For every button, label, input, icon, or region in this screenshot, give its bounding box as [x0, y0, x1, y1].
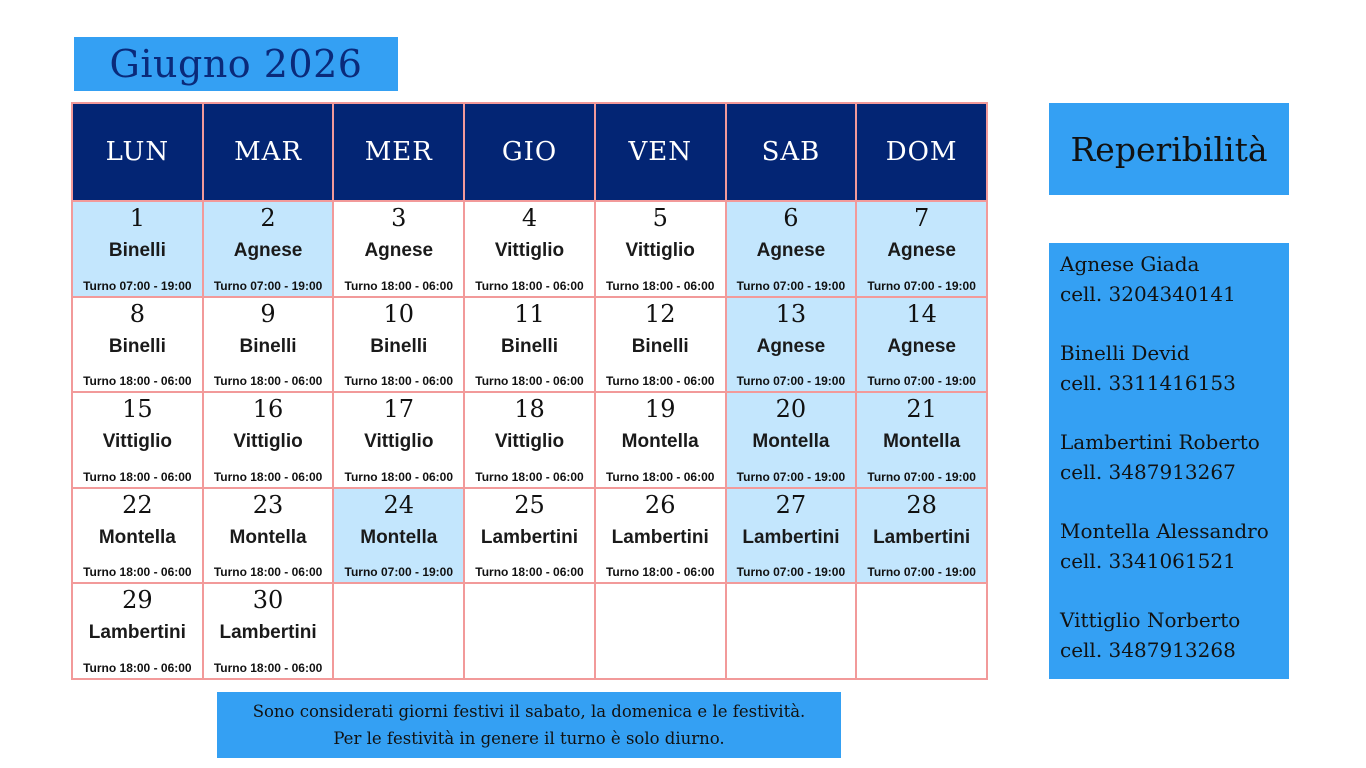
- shift-time: Turno 07:00 - 19:00: [867, 374, 976, 389]
- on-call-name: Agnese: [887, 240, 956, 261]
- note-line-1: Sono considerati giorni festivi il sabato, la domenica e le festività.: [252, 702, 806, 721]
- day-cell: [204, 298, 333, 392]
- day-cell: [73, 584, 202, 678]
- day-cell: [465, 393, 594, 487]
- shift-time: Turno 07:00 - 19:00: [83, 278, 192, 293]
- day-number: 25: [514, 490, 545, 519]
- on-call-name: Lambertini: [873, 526, 971, 548]
- weekday-header: MER: [334, 104, 463, 200]
- shift-time: Turno 07:00 - 19:00: [213, 278, 323, 293]
- contact-entry: [1060, 249, 1289, 309]
- on-call-name: Vittiglio: [364, 431, 434, 453]
- day-number: 18: [514, 395, 545, 424]
- weekday-header: GIO: [465, 104, 594, 200]
- on-call-name: Binelli: [370, 335, 428, 357]
- on-call-name: Montella: [621, 431, 699, 453]
- day-number: 21: [906, 395, 937, 424]
- day-cell: [857, 202, 986, 296]
- day-cell: [857, 489, 986, 583]
- shift-time: Turno 18:00 - 06:00: [83, 565, 192, 580]
- on-call-name: Vittiglio: [625, 240, 695, 261]
- contact-phone: cell. 3487913268: [1060, 638, 1236, 662]
- on-call-name: Vittiglio: [102, 431, 172, 453]
- contact-entry: [1060, 427, 1289, 487]
- shift-time: Turno 18:00 - 06:00: [83, 374, 192, 389]
- shift-time: Turno 18:00 - 06:00: [213, 660, 323, 675]
- day-number: 24: [383, 490, 415, 519]
- on-call-name: Vittiglio: [233, 431, 303, 453]
- day-number: 8: [129, 299, 145, 328]
- on-call-name: Lambertini: [219, 622, 317, 644]
- on-call-name: Agnese: [756, 240, 826, 261]
- day-number: 10: [383, 299, 415, 328]
- contact-phone: cell. 3204340141: [1060, 282, 1236, 306]
- day-number: 16: [252, 395, 284, 424]
- day-number: 20: [775, 395, 807, 424]
- note-line-2: Per le festività in genere il turno è solo diurno.: [333, 729, 725, 748]
- day-cell: [334, 298, 463, 392]
- on-call-name: Binelli: [500, 335, 558, 357]
- contact-name: Agnese Giada: [1060, 252, 1200, 276]
- contact-entry: [1060, 338, 1289, 398]
- shift-time: Turno 18:00 - 06:00: [605, 374, 715, 389]
- shift-time: Turno 18:00 - 06:00: [475, 278, 584, 293]
- on-call-name: Montella: [98, 526, 176, 548]
- day-cell: [465, 489, 594, 583]
- contact-phone: cell. 3341061521: [1060, 549, 1236, 573]
- empty-day-cell: [857, 584, 986, 678]
- day-cell: [857, 393, 986, 487]
- day-cell: [204, 393, 333, 487]
- day-number: 5: [652, 204, 668, 232]
- day-number: 3: [391, 204, 407, 232]
- on-call-name: Montella: [752, 431, 830, 453]
- day-number: 12: [644, 299, 676, 328]
- empty-day-cell: [596, 584, 725, 678]
- shift-time: Turno 07:00 - 19:00: [736, 278, 846, 293]
- contact-name: Montella Alessandro: [1060, 519, 1269, 543]
- shift-time: Turno 07:00 - 19:00: [867, 278, 976, 293]
- day-cell: [596, 298, 725, 392]
- shift-time: Turno 18:00 - 06:00: [344, 278, 454, 293]
- shift-time: Turno 18:00 - 06:00: [344, 469, 454, 484]
- shift-time: Turno 18:00 - 06:00: [475, 374, 584, 389]
- reperibilita-title: Reperibilità: [1070, 129, 1268, 169]
- shift-time: Turno 18:00 - 06:00: [605, 565, 715, 580]
- shift-time: Turno 07:00 - 19:00: [344, 565, 454, 580]
- on-call-name: Lambertini: [611, 526, 709, 548]
- weekday-header: MAR: [204, 104, 333, 200]
- shift-time: Turno 07:00 - 19:00: [736, 469, 846, 484]
- day-cell: [73, 489, 202, 583]
- on-call-name: Lambertini: [742, 526, 840, 548]
- on-call-name: Binelli: [631, 335, 689, 357]
- contact-name: Binelli Devid: [1060, 341, 1190, 365]
- on-call-name: Agnese: [233, 240, 303, 261]
- day-number: 13: [775, 299, 807, 328]
- day-cell: [596, 393, 725, 487]
- day-cell: [727, 202, 856, 296]
- day-number: 1: [129, 204, 145, 232]
- day-number: 14: [906, 299, 937, 328]
- festive-note: [217, 692, 841, 758]
- empty-day-cell: [727, 584, 856, 678]
- day-number: 26: [644, 490, 676, 519]
- day-cell: [334, 202, 463, 296]
- day-number: 22: [122, 490, 153, 519]
- day-cell: [857, 298, 986, 392]
- day-number: 15: [122, 395, 153, 424]
- day-cell: [73, 393, 202, 487]
- day-cell: [465, 298, 594, 392]
- day-cell: [204, 584, 333, 678]
- contact-name: Vittiglio Norberto: [1060, 608, 1241, 632]
- day-number: 6: [783, 204, 799, 232]
- day-number: 29: [122, 586, 153, 615]
- day-cell: [204, 489, 333, 583]
- on-call-name: Binelli: [108, 335, 166, 357]
- contacts-panel: [1049, 243, 1289, 679]
- on-call-name: Montella: [360, 526, 438, 548]
- weekday-header: DOM: [857, 104, 986, 200]
- on-call-name: Agnese: [756, 335, 826, 357]
- day-number: 2: [260, 204, 276, 232]
- shift-time: Turno 18:00 - 06:00: [83, 660, 192, 675]
- day-cell: [73, 298, 202, 392]
- day-number: 28: [906, 490, 937, 519]
- empty-day-cell: [465, 584, 594, 678]
- shift-time: Turno 07:00 - 19:00: [867, 565, 976, 580]
- contact-phone: cell. 3487913267: [1060, 460, 1236, 484]
- day-number: 19: [644, 395, 676, 424]
- day-number: 7: [913, 204, 930, 232]
- weekday-header: LUN: [73, 104, 202, 200]
- on-call-name: Montella: [883, 431, 961, 453]
- month-title: Giugno 2026: [109, 42, 363, 86]
- shift-time: Turno 07:00 - 19:00: [736, 374, 846, 389]
- on-call-name: Agnese: [887, 335, 956, 357]
- weekday-header: SAB: [727, 104, 856, 200]
- day-number: 9: [260, 299, 276, 328]
- month-title-banner: [74, 37, 398, 91]
- shift-time: Turno 18:00 - 06:00: [213, 565, 323, 580]
- contact-entry: [1060, 516, 1289, 576]
- weekday-header: VEN: [596, 104, 725, 200]
- shift-time: Turno 18:00 - 06:00: [83, 469, 192, 484]
- day-cell: [334, 393, 463, 487]
- day-number: 27: [775, 490, 807, 519]
- day-cell: [727, 393, 856, 487]
- on-call-name: Lambertini: [88, 622, 186, 644]
- shift-time: Turno 18:00 - 06:00: [213, 374, 323, 389]
- day-cell: [73, 202, 202, 296]
- day-cell: [596, 202, 725, 296]
- on-call-name: Vittiglio: [494, 431, 565, 453]
- day-cell: [727, 489, 856, 583]
- contact-phone: cell. 3311416153: [1060, 371, 1236, 395]
- shift-time: Turno 18:00 - 06:00: [475, 469, 584, 484]
- day-cell: [334, 489, 463, 583]
- reperibilita-header: [1049, 103, 1289, 195]
- shift-time: Turno 07:00 - 19:00: [736, 565, 846, 580]
- empty-day-cell: [334, 584, 463, 678]
- day-number: 30: [252, 586, 284, 615]
- on-call-name: Lambertini: [480, 526, 579, 548]
- contact-name: Lambertini Roberto: [1060, 430, 1260, 454]
- on-call-name: Montella: [229, 526, 307, 548]
- day-cell: [596, 489, 725, 583]
- day-number: 23: [252, 490, 284, 519]
- shift-time: Turno 18:00 - 06:00: [344, 374, 454, 389]
- shift-time: Turno 18:00 - 06:00: [475, 565, 584, 580]
- on-call-name: Agnese: [364, 240, 434, 261]
- day-cell: [465, 202, 594, 296]
- shift-time: Turno 18:00 - 06:00: [605, 469, 715, 484]
- calendar-grid: [71, 102, 988, 680]
- day-cell: [727, 298, 856, 392]
- on-call-name: Vittiglio: [494, 240, 565, 261]
- day-number: 17: [383, 395, 415, 424]
- day-number: 4: [521, 204, 538, 232]
- shift-time: Turno 18:00 - 06:00: [213, 469, 323, 484]
- on-call-name: Binelli: [239, 335, 297, 357]
- shift-time: Turno 18:00 - 06:00: [605, 278, 715, 293]
- day-cell: [204, 202, 333, 296]
- on-call-name: Binelli: [108, 240, 166, 261]
- shift-time: Turno 07:00 - 19:00: [867, 469, 976, 484]
- contact-entry: [1060, 605, 1289, 665]
- day-number: 11: [514, 299, 545, 328]
